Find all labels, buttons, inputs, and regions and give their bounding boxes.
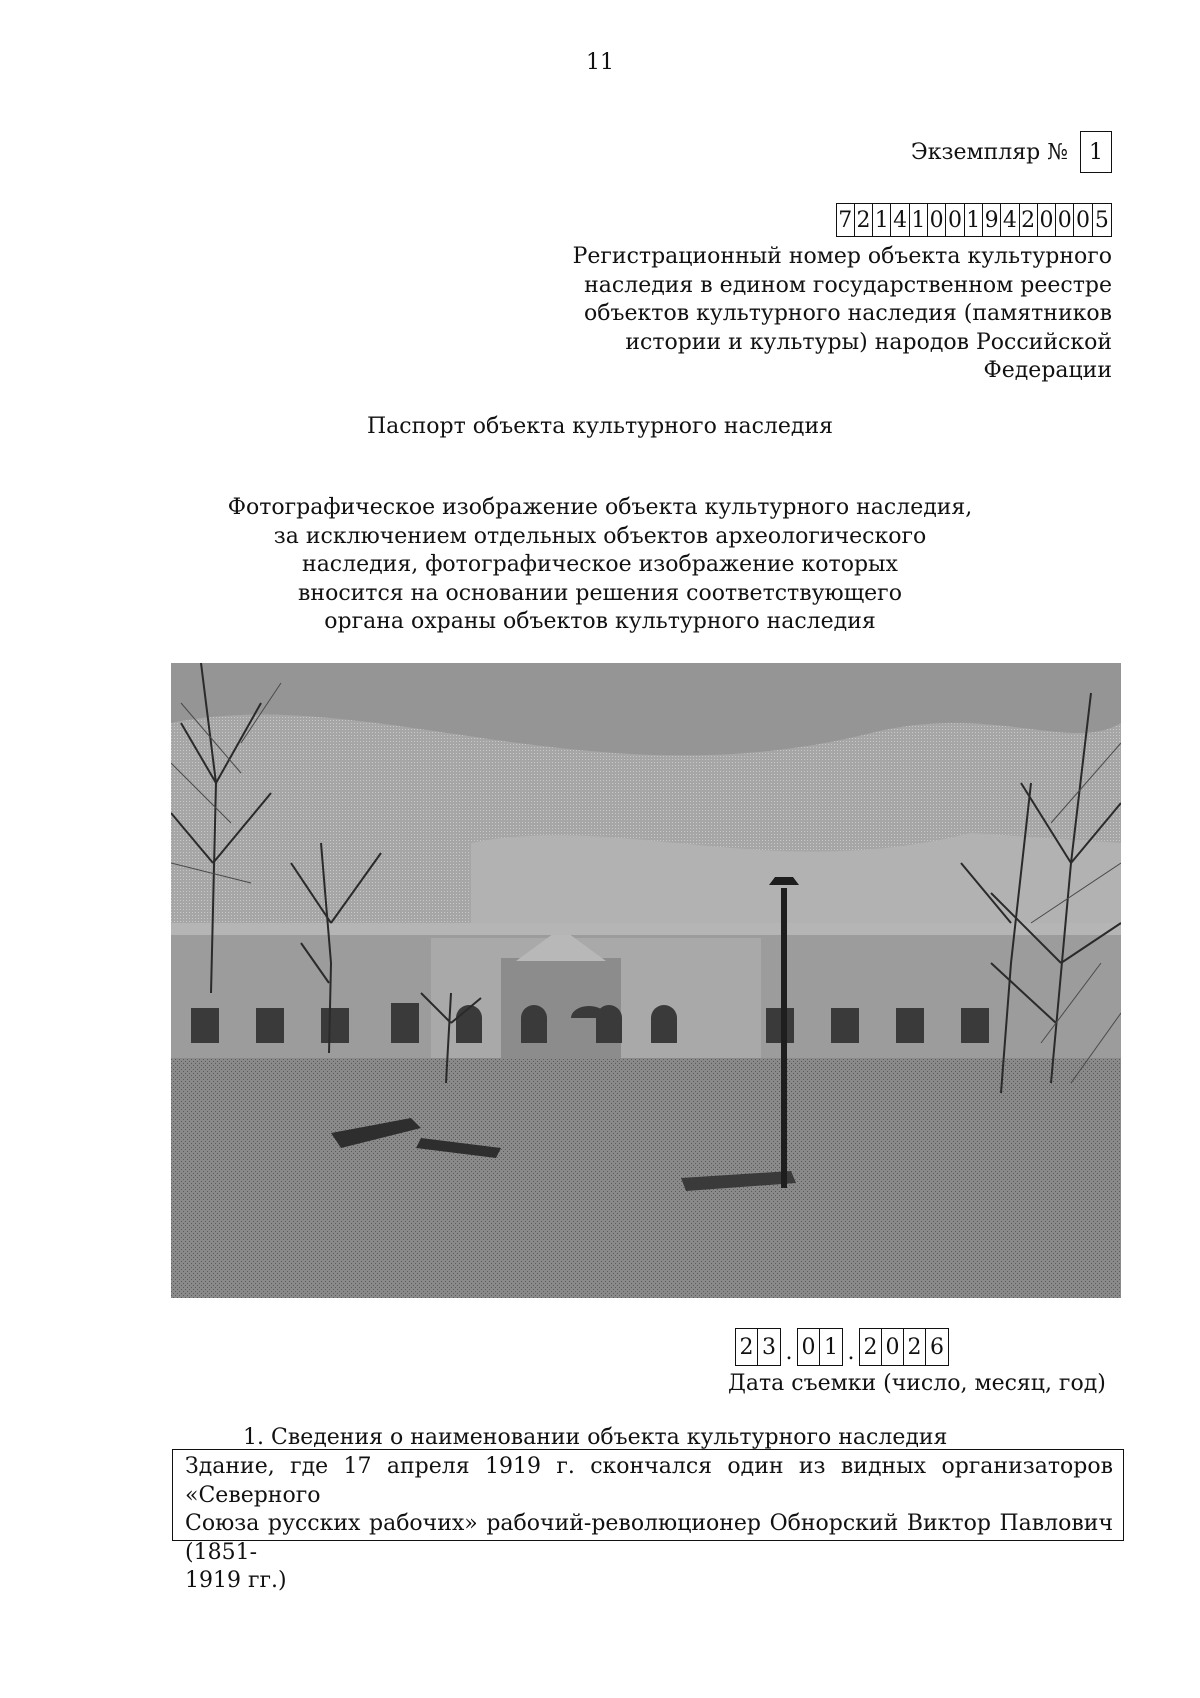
date-digit: 6	[930, 1334, 944, 1360]
photo-caption	[0, 494, 1200, 637]
registration-digit: 1	[910, 204, 928, 236]
date-separator: .	[847, 1340, 855, 1365]
registration-digit: 1	[873, 204, 891, 236]
registration-number-caption	[492, 243, 1112, 386]
registration-number-boxes	[836, 203, 1112, 237]
date-digit: 2	[904, 1329, 926, 1365]
registration-digit: 2	[855, 204, 873, 236]
caption-line: истории и культуры) народов Российской Федерации	[625, 329, 1112, 383]
caption-line: Фотографическое изображение объекта культурного наследия,	[227, 495, 973, 520]
date-day-group	[735, 1328, 781, 1366]
registration-digit: 2	[1020, 204, 1038, 236]
shoot-date-boxes	[735, 1328, 949, 1366]
registration-digit: 1	[965, 204, 983, 236]
registration-digit: 0	[1038, 204, 1056, 236]
date-digit: 2	[860, 1329, 882, 1365]
caption-line: наследия, фотографическое изображение которых	[302, 552, 898, 577]
object-photograph	[171, 663, 1121, 1298]
date-digit: 1	[824, 1334, 838, 1360]
object-name-line: 1919 гг.)	[185, 1568, 287, 1593]
registration-digit: 7	[837, 204, 855, 236]
registration-digit: 0	[1074, 204, 1092, 236]
section-1-title: 1. Сведения о наименовании объекта культурного наследия	[243, 1425, 948, 1450]
date-digit: 0	[798, 1329, 820, 1365]
date-separator: .	[785, 1340, 793, 1365]
caption-line: за исключением отдельных объектов археологического	[273, 523, 927, 549]
date-digit: 2	[736, 1329, 758, 1365]
caption-line: Регистрационный номер объекта культурного	[572, 244, 1112, 269]
copy-number-row	[911, 131, 1112, 173]
date-digit: 3	[762, 1334, 776, 1360]
object-name-line: Союза русских рабочих» рабочий-революционер Обнорский Виктор Павлович (1851-	[185, 1511, 1113, 1565]
registration-digit: 4	[891, 204, 909, 236]
caption-line: органа охраны объектов культурного наследия	[324, 609, 876, 634]
date-month-group	[797, 1328, 843, 1366]
copy-number-label: Экземпляр №	[910, 139, 1068, 165]
page-number: 11	[586, 50, 614, 75]
object-name-box	[172, 1449, 1124, 1593]
registration-digit: 9	[983, 204, 1001, 236]
registration-digit: 0	[1056, 204, 1074, 236]
copy-number-box: 1	[1080, 131, 1112, 173]
shoot-date-caption: Дата съемки (число, месяц, год)	[728, 1371, 1106, 1396]
date-digit: 0	[882, 1329, 904, 1365]
caption-line: наследия в едином государственном реестре	[584, 272, 1112, 298]
registration-digit: 0	[928, 204, 946, 236]
passport-title: Паспорт объекта культурного наследия	[366, 414, 834, 439]
date-year-group	[859, 1328, 949, 1366]
registration-digit: 0	[946, 204, 964, 236]
registration-digit: 5	[1094, 207, 1109, 233]
caption-line: вносится на основании решения соответствующего	[298, 580, 902, 606]
caption-line: объектов культурного наследия (памятников	[584, 301, 1112, 326]
object-name-line: Здание, где 17 апреля 1919 г. скончался один из видных организаторов «Северного	[185, 1454, 1113, 1508]
registration-digit: 4	[1001, 204, 1019, 236]
